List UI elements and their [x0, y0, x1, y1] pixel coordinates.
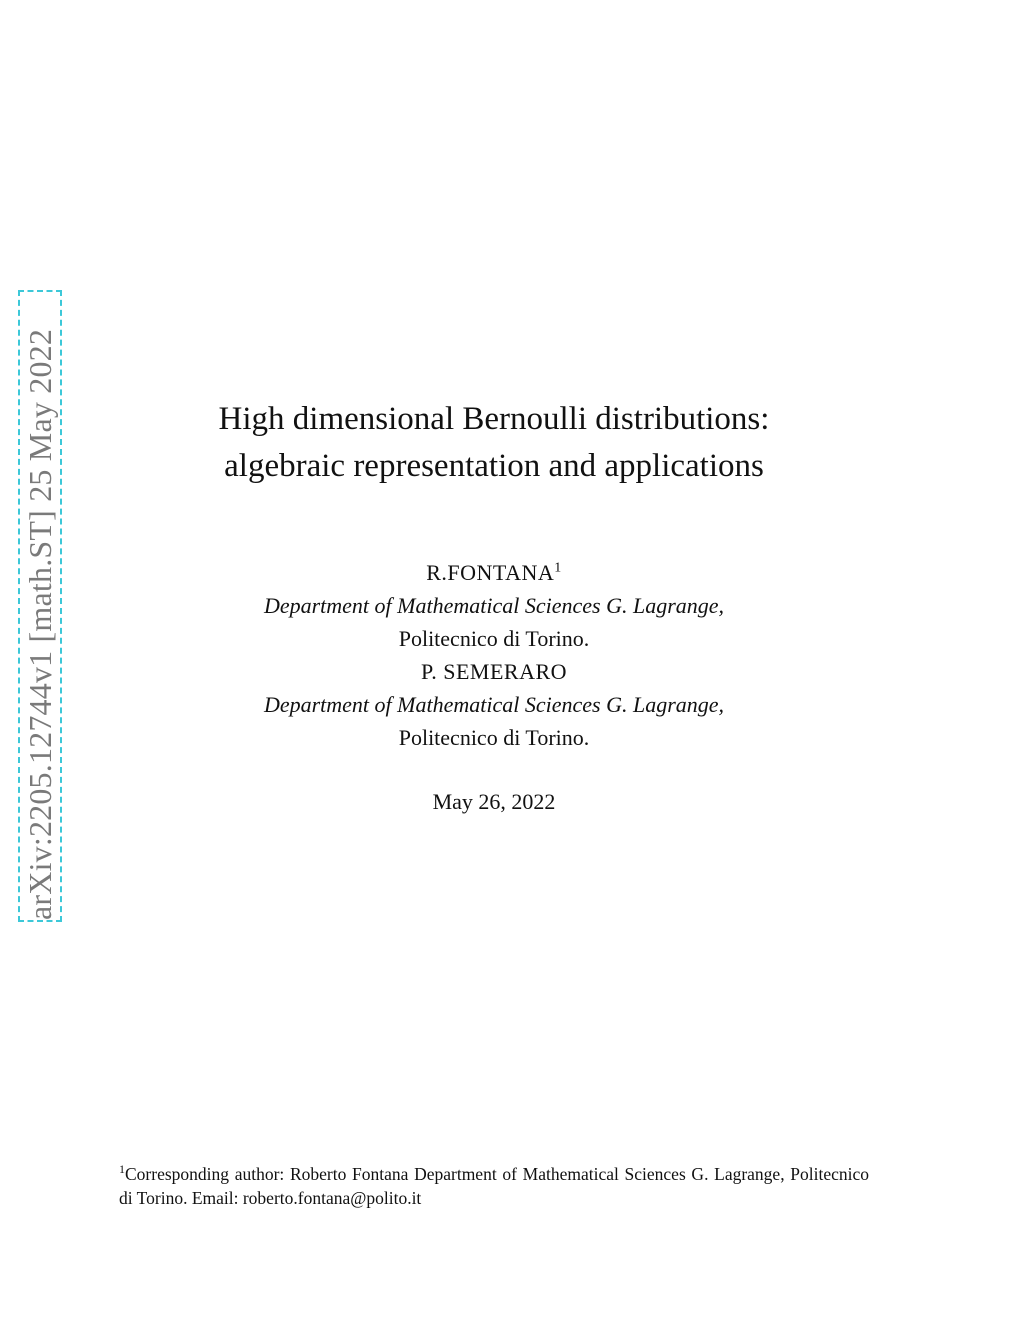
footnote-mark[interactable]: 1: [554, 560, 562, 576]
footnote-text: Corresponding author: Roberto Fontana Department of Mathematical Sciences G. Lagrange, Politecnico di Torino. Email: roberto.fontana@polito.it: [119, 1164, 869, 1208]
footnote: [119, 1162, 869, 1210]
author-name-semeraro: P. SEMERARO: [420, 659, 568, 684]
author-institution: Politecnico di Torino.: [398, 725, 590, 750]
author-name-text: R.FONTANA: [426, 560, 555, 585]
title-line-2: algebraic representation and applications: [224, 448, 764, 484]
title-line-1: High dimensional Bernoulli distributions:: [218, 401, 770, 437]
author-department: Department of Mathematical Sciences G. Lagrange,: [263, 692, 725, 717]
footnote-mark: 1: [119, 1162, 125, 1177]
paper-title: [130, 396, 858, 490]
author-institution: Politecnico di Torino.: [398, 626, 590, 651]
arxiv-identifier[interactable]: arXiv:2205.12744v1 [math.ST] 25 May 2022: [22, 328, 58, 920]
author-block: [130, 556, 858, 754]
author-name-fontana: [130, 556, 858, 589]
author-department: Department of Mathematical Sciences G. Lagrange,: [263, 593, 725, 618]
paper-date: May 26, 2022: [432, 789, 556, 814]
